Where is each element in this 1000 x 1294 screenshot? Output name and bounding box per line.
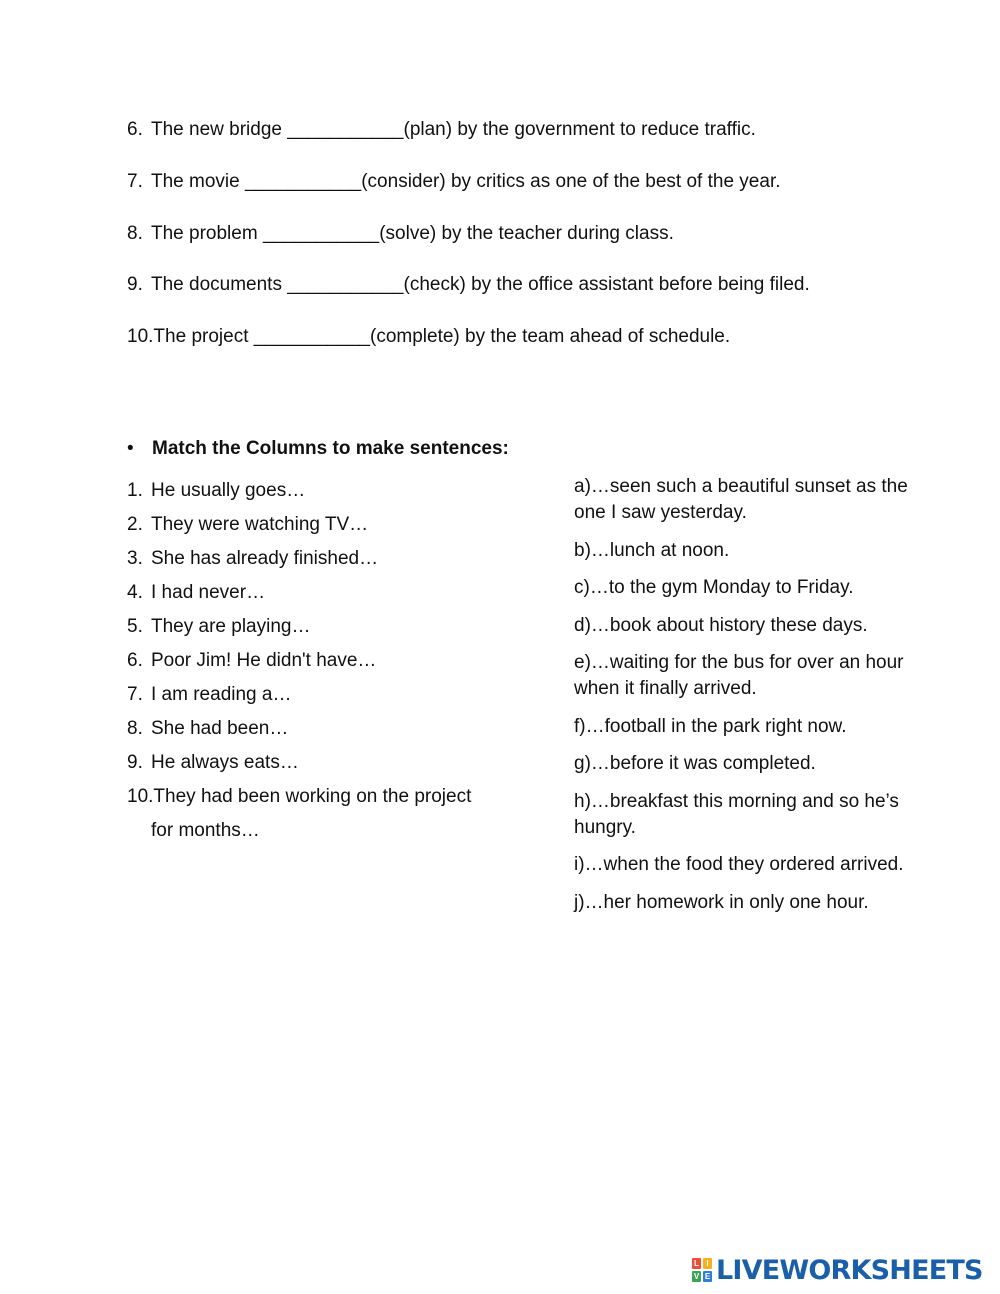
item-number: 6. (127, 650, 143, 671)
match-right-item-i: i)…when the food they ordered arrived. (574, 854, 904, 875)
match-right-item-a: a)…seen such a beautiful sunset as the one I saw yesterday. (574, 476, 908, 523)
item-number: 9. (127, 274, 143, 296)
match-heading (127, 437, 509, 461)
sentence-end: (solve) by the teacher during class. (379, 222, 674, 244)
match-right-item-e: e)…waiting for the bus for over an hour when it finally arrived. (574, 652, 904, 699)
item-number: 8. (127, 718, 143, 739)
answer-blank[interactable]: ___________ (287, 119, 404, 140)
item-number: 7. (127, 684, 143, 705)
sentence-start: The new bridge (151, 119, 288, 140)
fill-in-exercise (127, 118, 927, 377)
match-right-item-j: j)…her homework in only one hour. (574, 891, 869, 913)
match-left-item (127, 644, 527, 678)
match-right-column (574, 474, 914, 927)
item-number: 5. (127, 616, 143, 637)
answer-blank[interactable]: ___________ (287, 274, 404, 296)
item-text: She had been… (151, 718, 289, 739)
logo-mark-tile: L (692, 1258, 701, 1269)
match-left-column (127, 474, 527, 848)
match-right-item-h: h)…breakfast this morning and so he’s hungry. (574, 790, 899, 838)
sentence-start: The problem (151, 222, 263, 244)
answer-blank[interactable]: ___________ (262, 222, 380, 244)
item-text: They had been working on the project (153, 786, 472, 807)
item-text: They were watching TV… (151, 514, 369, 535)
fill-in-item-7 (127, 170, 927, 222)
bullet-icon: • (127, 438, 134, 459)
match-right-item-c: c)…to the gym Monday to Friday. (574, 577, 854, 598)
match-left-item (127, 610, 527, 644)
item-text: They are playing… (151, 616, 311, 637)
item-number: 3. (127, 548, 143, 569)
item-number: 1. (127, 480, 143, 501)
sentence-end: (complete) by the team ahead of schedule. (370, 326, 731, 347)
logo-mark-tile: V (693, 1272, 700, 1281)
logo-mark-tile: I (703, 1258, 712, 1269)
fill-in-item-8 (127, 222, 927, 274)
item-number: 4. (127, 582, 143, 603)
item-number: 2. (127, 514, 143, 535)
match-right-item-f: f)…football in the park right now. (574, 715, 847, 737)
item-text: He always eats… (151, 752, 299, 773)
match-left-item (127, 712, 527, 746)
item-number: 7. (127, 170, 143, 192)
sentence-end: (plan) by the government to reduce traffic. (403, 119, 756, 140)
match-left-item (127, 746, 527, 780)
sentence-end: (consider) by critics as one of the best of the year. (361, 170, 781, 192)
item-text: I had never… (151, 582, 266, 603)
match-left-item (127, 678, 527, 712)
fill-in-item-9 (127, 273, 927, 325)
logo-mark-icon (692, 1258, 712, 1282)
sentence-end: (check) by the office assistant before being filed. (403, 274, 810, 296)
match-right-item-g: g)…before it was completed. (574, 753, 816, 774)
sentence-start: The project (153, 326, 254, 347)
answer-blank[interactable]: ___________ (244, 170, 362, 192)
logo-mark-tile: E (704, 1272, 711, 1281)
fill-in-item-6 (127, 118, 927, 170)
match-right-item-d: d)…book about history these days. (574, 614, 868, 636)
item-number: 10. (127, 786, 154, 807)
sentence-start: The documents (151, 274, 288, 296)
item-text: I am reading a… (151, 684, 292, 705)
item-number: 10. (127, 326, 154, 347)
item-number: 6. (127, 119, 143, 140)
item-text-continuation: for months… (151, 820, 260, 841)
item-text: He usually goes… (151, 480, 306, 501)
item-text: Poor Jim! He didn't have… (151, 650, 377, 671)
liveworksheets-logo (692, 1255, 983, 1285)
item-number: 8. (127, 222, 143, 244)
fill-in-item-10 (127, 325, 927, 377)
match-left-item (127, 508, 527, 542)
match-left-item (127, 576, 527, 610)
item-number: 9. (127, 752, 143, 773)
match-right-item-b: b)…lunch at noon. (574, 539, 730, 561)
match-heading-text: Match the Columns to make sentences: (152, 438, 509, 459)
match-left-item (127, 780, 527, 848)
logo-text: LIVEWORKSHEETS (716, 1254, 983, 1286)
item-text: She has already finished… (151, 548, 379, 569)
sentence-start: The movie (151, 170, 245, 192)
match-left-item (127, 542, 527, 576)
answer-blank[interactable]: ___________ (253, 326, 370, 347)
match-left-item (127, 474, 527, 508)
